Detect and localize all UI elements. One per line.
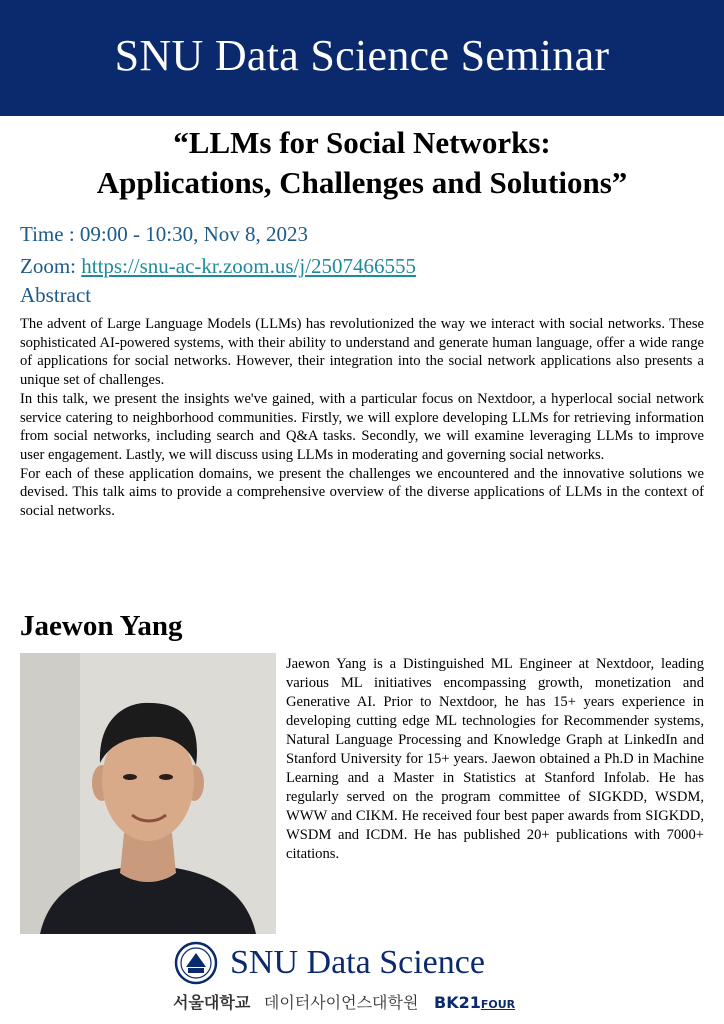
abstract-body — [20, 315, 704, 521]
speaker-photo — [20, 653, 276, 934]
zoom-label: Zoom: — [20, 254, 82, 278]
speaker-name: Jaewon Yang — [20, 610, 183, 642]
footer-data-science: Data Science — [306, 944, 485, 981]
speaker-bio: Jaewon Yang is a Distinguished ML Engineer at Nextdoor, leading various ML initiatives encompassing growth, monetization and Generative AI. Prior to Nextdoor, he has 15+ years experience in developing cutting edge ML technologies for Recommender systems, Natural Language Processing and Knowledge Graph at LinkedIn and Stanford University for 15+ years. Jaewon obtained a Ph.D in Machine Learning and a Master in Statistics at Stanford Infolab. He has regularly served on the program committee of SIGKDD, WSDM, WWW and CIKM. He received four best paper awards from SIGKDD, WSDM and ICDM. He has published 20+ publications with 7000+ citations. — [286, 656, 704, 862]
footer-bk21 — [434, 993, 515, 1012]
snu-emblem-icon — [174, 941, 218, 985]
seminar-title: SNU Data Science Seminar — [114, 30, 610, 80]
footer-brand — [230, 944, 485, 982]
abstract-heading: Abstract — [20, 283, 92, 307]
footer-snu: SNU — [230, 944, 299, 981]
snu-data-science-logo — [174, 941, 485, 985]
talk-title — [0, 123, 724, 203]
abstract-paragraph-2: In this talk, we present the insights we've gained, with a particular focus on Nextdoor, a hyperlocal social network service catering to neighborhood communities. Firstly, we will explore developing LLMs for retrieving information from social networks, including search and Q&A tasks. Secondly, we will examine leveraging LLMs to improve user engagement. Lastly, we will discuss using LLMs in moderating and governing social networks. — [20, 390, 704, 463]
footer-university: 서울대학교 — [173, 993, 251, 1012]
talk-title-line2: Applications, Challenges and Solutions” — [96, 165, 628, 200]
talk-title-line1: “LLMs for Social Networks: — [173, 125, 551, 160]
footer-bk21-text: BK21 — [434, 993, 481, 1012]
footer-affiliation — [173, 990, 515, 1013]
seminar-banner — [0, 0, 724, 116]
footer-four: FOUR — [480, 998, 516, 1011]
zoom-link[interactable]: https://snu-ac-kr.zoom.us/j/2507466555 — [81, 254, 417, 278]
time-label: Time : 09:00 - 10:30, Nov 8, 2023 — [20, 222, 308, 246]
abstract-paragraph-1: The advent of Large Language Models (LLMs) has revolutionized the way we interact with social networks. These sophisticated AI-powered systems, with their ability to understand and generate human language, offer a wide range of applications for social networks. However, their integration into the social network applications also presents a unique set of challenges. — [20, 316, 704, 389]
footer-graduate-school: 데이터사이언스대학원 — [263, 993, 419, 1012]
abstract-paragraph-3: For each of these application domains, we present the challenges we encountered and the innovative solutions we devised. This talk aims to provide a comprehensive overview of the diverse applications of LLMs in the context of social networks. — [20, 465, 704, 520]
zoom-line — [20, 254, 416, 279]
